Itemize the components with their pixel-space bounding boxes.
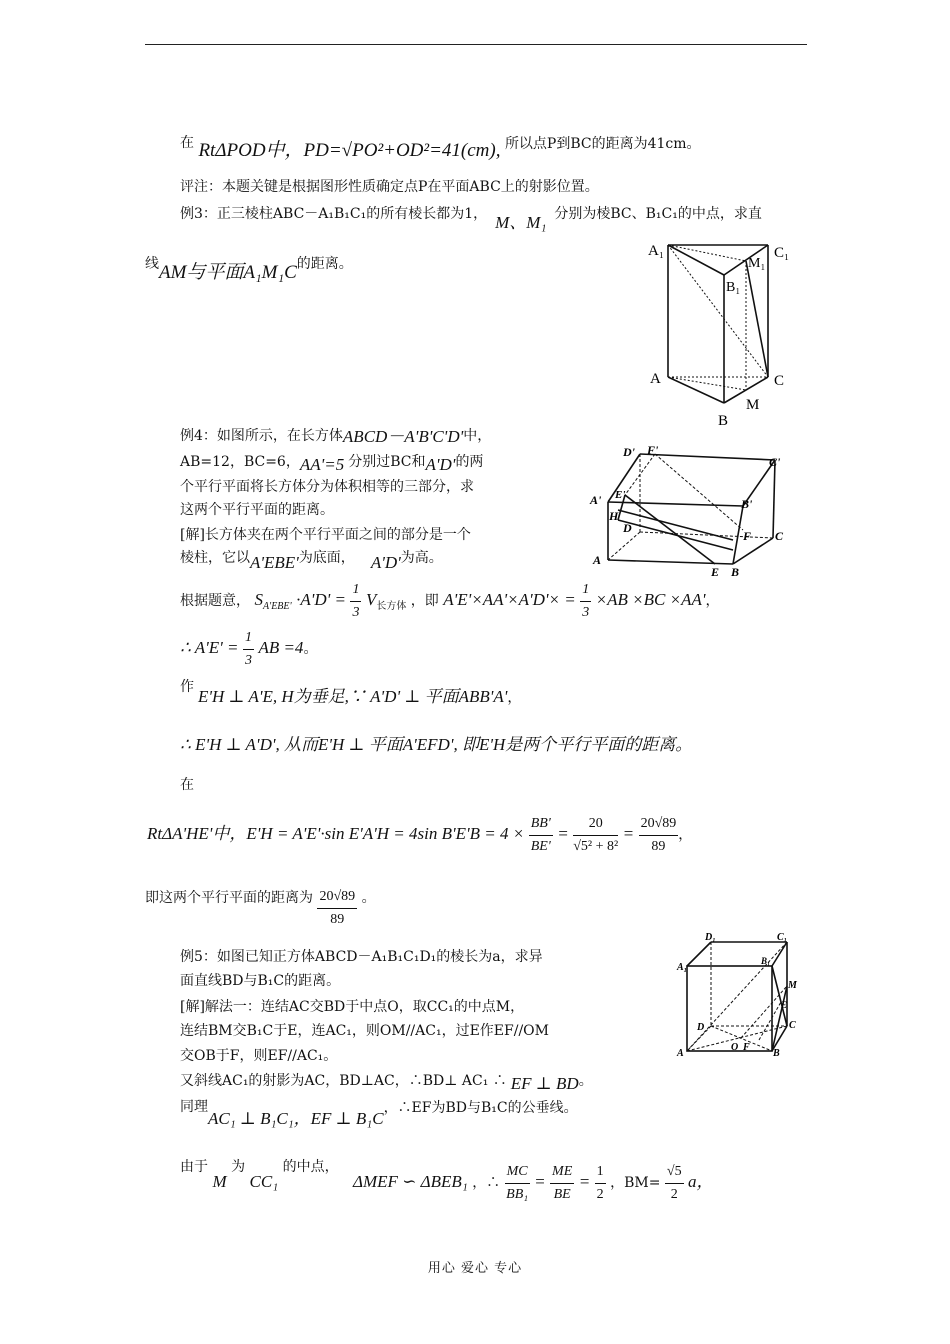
ex5-line5: 交OB于F，则EF//AC₁。	[180, 1048, 338, 1064]
ex4-line3: 个平行平面将长方体分为体积相等的三部分，求	[180, 479, 474, 495]
fraction: $\frac{MC}{\text{BB₁}}$	[505, 1161, 530, 1206]
ex5-line8: 由于 M 为 CC₁ 的中点， ΔMEF ∽ ΔBEB₁ ，∴ $\frac{MC}{\text{BB₁}}$ = $\frac{ME}{BE}$ = $\frac{1}{2}$ ，BM= $\frac{√5}{2}$ a，	[180, 1156, 714, 1208]
ex3-line1: 例3：正三棱柱ABC－A₁B₁C₁的所有棱长都为1， M、M₁ 分别为棱BC、B₁C₁的中点，求直	[180, 206, 762, 232]
fig5-label: M	[788, 980, 797, 991]
fraction: $\frac{20√89}{89}$	[639, 813, 679, 858]
fig4-label: F	[743, 529, 752, 543]
cube-figure	[675, 930, 805, 1060]
fig5-label: O	[731, 1042, 739, 1053]
ex5-line1: 例5：如图已知正方体ABCD－A₁B₁C₁D₁的棱长为a，求异	[180, 949, 543, 965]
calc-line2: ∴ A'E' = $\frac{1}{3}$ AB =4。	[180, 624, 317, 672]
fraction: $\frac{BB'}{BE'}$	[529, 813, 553, 858]
fig4-label: E'	[615, 489, 626, 501]
ex4-line1: 例4：如图所示，在长方体ABCD－A'B'C'D'中，	[180, 427, 492, 446]
fig5-label: C₁	[777, 932, 788, 943]
fig4-label: B	[731, 565, 740, 579]
fig4-label: E	[711, 565, 720, 579]
ex5-line4: 连结BM交B₁C于E，连AC₁，则OM//AC₁，过E作EF//OM	[180, 1023, 549, 1039]
fig4-label: F'	[647, 443, 659, 457]
fraction: $\frac{√5}{2}$	[665, 1161, 684, 1206]
calc-line3-math: E'H ⊥ A'E, H为垂足,∵ A'D' ⊥ 平面ABB'A'，	[198, 687, 522, 706]
fig4-label: B'	[741, 497, 753, 511]
ex5-line2: 面直线BD与B₁C的距离。	[180, 973, 341, 989]
page-footer: 用心 爱心 专心	[427, 1261, 523, 1276]
ex4-line4: 这两个平行平面的距离。	[180, 502, 334, 518]
fig5-label: B	[773, 1048, 780, 1059]
fig4-label: D'	[623, 445, 635, 459]
calc-line1: 根据题意， $S_{A'EBE'} \cdot A'D'$ = $\frac{1}{3}$ $V_{长方体}$ ，即 A'E'×AA'×A'D'× = $\frac{1}{3}$ ×AB ×BC ×AA'，	[180, 576, 719, 624]
fig3-label: A	[650, 371, 661, 387]
calc-line6: RtΔA'HE'中，E'H = A'E'·sin E'A'H = 4sin B'E'B = 4 × $\frac{BB'}{BE'}$ = $\frac{20}{\text{√5² + 8²}}$ = $\frac{20√89}{89}$ ，	[147, 808, 692, 860]
fraction: $\frac{1}{3}$	[243, 627, 254, 672]
ex5-line3: [解]解法一：连结AC交BD于中点O，取CC₁的中点M，	[180, 999, 525, 1015]
fig5-label: F	[743, 1042, 750, 1053]
fraction: $\frac{1}{3}$	[580, 579, 591, 624]
calc-line4: ∴ E'H ⊥ A'D', 从而E'H ⊥ 平面A'EFD', 即E'H是两个平行平面的距离。	[180, 735, 693, 754]
fig3-label: B	[718, 413, 729, 429]
fig5-label: A₁	[677, 962, 688, 973]
calc-line7: 即这两个平行平面的距离为 $\frac{20√89}{89}$ 。	[145, 886, 376, 934]
fig3-label: A₁	[648, 243, 665, 259]
fig3-label: M	[746, 397, 760, 413]
ex4-line5: [解]长方体夹在两个平行平面之间的部分是一个	[180, 527, 471, 543]
calc-line5: 在	[180, 777, 194, 793]
line-pod: 在 RtΔPOD中，PD=√PO²+OD²=41(cm), 所以点P到BC的距离为41cm。	[180, 135, 701, 161]
fig3-label: B₁	[726, 280, 741, 295]
ex4-line2: AB=12，BC=6，AA'=5 分别过BC和A'D'的两	[180, 454, 484, 474]
fraction: $\frac{1}{2}$	[595, 1161, 606, 1206]
fig3-label: M₁	[748, 256, 766, 271]
fig4-label: A	[593, 553, 602, 567]
calc-line3: 作	[180, 679, 194, 695]
fig4-label: C'	[769, 455, 781, 469]
comment: 评注：本题关键是根据图形性质确定点P在平面ABC上的射影位置。	[180, 179, 599, 195]
header-rule	[145, 44, 807, 45]
fig3-label: C₁	[774, 245, 790, 261]
ex5-line7: 同理AC₁ ⊥ B₁C₁，EF ⊥ B₁C，∴EF为BD与B₁C的公垂线。	[180, 1099, 578, 1128]
fig5-label: A	[677, 1048, 684, 1059]
prism-figure	[640, 235, 800, 430]
fraction: $\frac{1}{3}$	[350, 579, 361, 624]
fig3-label: C	[774, 373, 785, 389]
fig5-label: D₁	[705, 932, 716, 943]
ex5-line6: 又斜线AC₁的射影为AC，BD⊥AC，∴BD⊥ AC₁ ∴ EF ⊥ BD。	[180, 1073, 593, 1093]
fig4-label: C	[775, 529, 784, 543]
fig4-label: D	[623, 521, 632, 535]
fig5-label: E	[781, 1000, 788, 1010]
fraction: $\frac{ME}{BE}$	[550, 1161, 574, 1206]
fig5-label: D	[697, 1022, 705, 1033]
ex3-line2: 线AM与平面A₁M₁C的距离。	[145, 256, 353, 283]
fig5-label: C	[789, 1020, 796, 1031]
fraction: $\frac{20}{\text{√5² + 8²}}$	[573, 813, 618, 858]
cuboid-figure	[585, 440, 785, 580]
fraction: $\frac{20√89}{89}$	[317, 886, 357, 931]
fig5-label: B₁	[761, 956, 771, 966]
fig4-label: H	[609, 509, 619, 523]
ex4-line6: 棱柱，它以A'EBE'为底面， A'D'为高。	[180, 550, 443, 572]
fig4-label: A'	[590, 493, 602, 507]
